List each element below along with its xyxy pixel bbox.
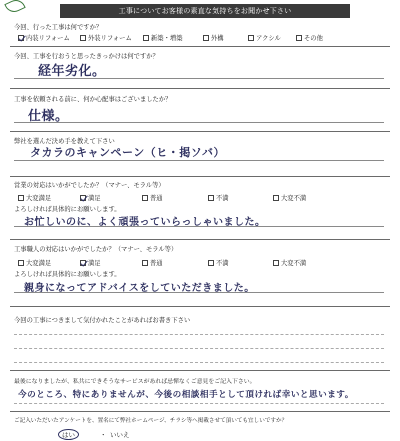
q6-option-0[interactable]: 大変満足 — [18, 258, 80, 267]
q5-detail-label: よろしければ具体的にお願いします。 — [14, 206, 121, 213]
divider — [10, 239, 390, 240]
q5-option-0[interactable]: 大変満足 — [18, 193, 80, 202]
q1-option-4[interactable]: アクシル — [248, 33, 296, 42]
q1-option-2[interactable]: 新築・増築 — [143, 33, 203, 42]
q6-options — [18, 258, 333, 267]
checkbox-icon[interactable] — [208, 260, 214, 266]
leaf-logo-icon — [4, 0, 25, 15]
answer-line — [14, 403, 384, 404]
divider — [10, 131, 390, 132]
q6-detail-label: よろしければ具体的にお願いします。 — [14, 271, 121, 278]
q3-label: 工事を依頼される前に、何か心配事はございましたか？ — [14, 96, 172, 103]
divider — [10, 411, 390, 412]
answer-line — [14, 226, 384, 227]
divider — [10, 88, 390, 89]
q2-label: 今回、工事を行おうと思ったきっかけは何ですか？ — [14, 53, 159, 60]
q7-label: 今回の工事につきまして気付かれたことがあればお書き下さい — [14, 317, 191, 324]
checkbox-icon[interactable] — [80, 195, 86, 201]
q9-separator: ・ — [100, 431, 107, 439]
q3-answer[interactable]: 仕様。 — [28, 109, 69, 124]
q6-label: 工事職人の対応はいかがでしたか？（マナー、モラル等） — [14, 246, 178, 253]
q4-answer[interactable]: タカラのキャンペーン（ヒ・掲ソバ） — [30, 146, 226, 159]
q6-option-2[interactable]: 普通 — [142, 258, 208, 267]
q1-option-5[interactable]: その他 — [296, 33, 336, 42]
answer-line[interactable] — [14, 362, 384, 363]
checkbox-icon[interactable] — [143, 35, 149, 41]
checkbox-icon[interactable] — [296, 35, 302, 41]
q9-no[interactable]: いいえ — [110, 431, 130, 439]
q8-answer[interactable]: 今のところ、特にありませんが、今後の相談相手として頂ければ幸いと思います。 — [18, 390, 354, 400]
q1-options — [18, 33, 336, 42]
q5-label: 営業の対応はいかがでしたか？（マナー、モラル等） — [14, 182, 165, 189]
answer-line — [14, 78, 384, 79]
answer-line — [14, 160, 384, 161]
checkbox-icon[interactable] — [208, 195, 214, 201]
q5-option-1[interactable]: 満足 — [80, 193, 142, 202]
q1-option-0[interactable]: 内装リフォーム — [18, 33, 80, 42]
answer-line — [14, 292, 384, 293]
q9-label: ご記入いただいたアンケートを、置名にて弊社ホームページ、チラシ等へ掲載させて頂いても宜しいですか？ — [14, 418, 288, 424]
answer-line — [14, 122, 384, 123]
q1-option-1[interactable]: 外装リフォーム — [80, 33, 143, 42]
q5-option-2[interactable]: 普通 — [142, 193, 208, 202]
divider — [10, 176, 390, 177]
answer-line[interactable] — [14, 348, 384, 349]
q4-label: 弊社を選んだ決め手を教えて下さい — [14, 138, 115, 145]
checkbox-icon[interactable] — [18, 260, 24, 266]
checkbox-icon[interactable] — [18, 195, 24, 201]
q6-answer[interactable]: 親身になってアドバイスをしていただきました。 — [24, 283, 255, 294]
checkbox-icon[interactable] — [142, 260, 148, 266]
q5-answer[interactable]: お忙しいのに、よく頑張っていらっしゃいました。 — [24, 217, 266, 228]
form-header: 工事についてお客様の素直な気持ちをお聞かせ下さい — [60, 4, 350, 18]
q1-option-3[interactable]: 外構 — [203, 33, 248, 42]
checkbox-icon[interactable] — [142, 195, 148, 201]
q2-answer[interactable]: 経年劣化。 — [38, 64, 106, 79]
q8-label: 最後になりましたが、私共にできそうなサービスがあれば忌憚なくご意見をご記入下さい。 — [14, 379, 256, 385]
divider — [10, 306, 390, 307]
checkbox-icon[interactable] — [273, 260, 279, 266]
checkbox-icon[interactable] — [18, 35, 24, 41]
q5-option-4[interactable]: 大変不満 — [273, 193, 333, 202]
divider — [10, 46, 390, 47]
q5-option-3[interactable]: 不満 — [208, 193, 273, 202]
checkbox-icon[interactable] — [203, 35, 209, 41]
checkbox-icon[interactable] — [273, 195, 279, 201]
checkbox-icon[interactable] — [80, 260, 86, 266]
answer-line[interactable] — [14, 334, 384, 335]
q1-label: 今回、行った工事は何ですか？ — [14, 24, 103, 31]
checkbox-icon[interactable] — [248, 35, 254, 41]
q6-option-3[interactable]: 不満 — [208, 258, 273, 267]
q5-options — [18, 193, 333, 202]
q9-options — [58, 429, 150, 440]
q6-option-4[interactable]: 大変不満 — [273, 258, 333, 267]
q9-yes[interactable]: はい — [58, 429, 100, 440]
q6-option-1[interactable]: 満足 — [80, 258, 142, 267]
divider — [10, 370, 390, 371]
checkbox-icon[interactable] — [80, 35, 86, 41]
